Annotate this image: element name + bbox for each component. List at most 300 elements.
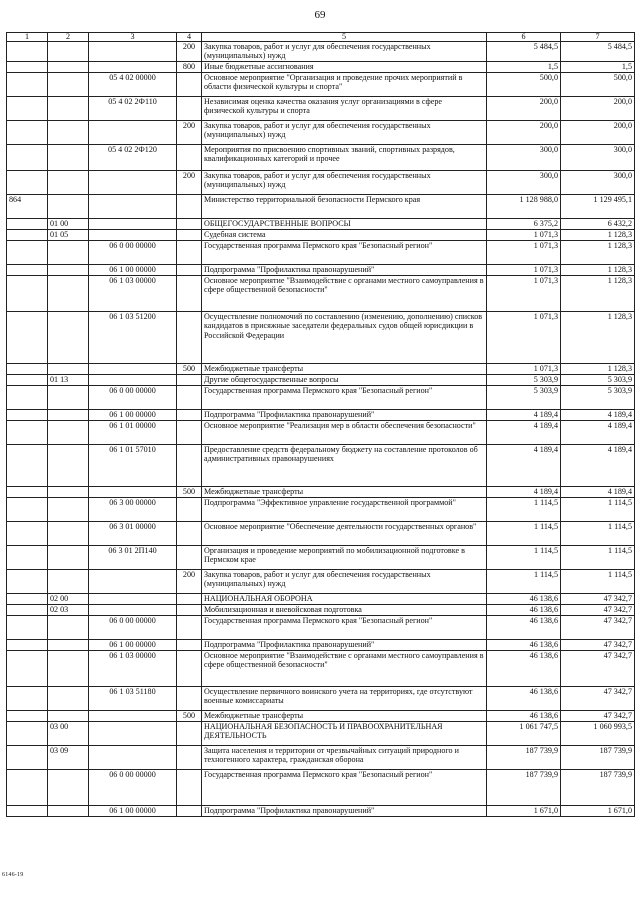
amount-year2-cell: 47 342,7 xyxy=(561,711,635,722)
table-row xyxy=(7,145,635,171)
amount-year2-cell: 47 342,7 xyxy=(561,605,635,616)
target-code-cell xyxy=(89,121,177,145)
description-cell: Закупка товаров, работ и услуг для обеспечения государственных (муниципальных) нужд xyxy=(202,171,487,195)
table-row xyxy=(7,121,635,145)
description-cell: Межбюджетные трансферты xyxy=(202,711,487,722)
expense-type-cell xyxy=(177,410,202,421)
amount-year1-cell: 200,0 xyxy=(487,121,561,145)
amount-year2-cell: 1 114,5 xyxy=(561,522,635,546)
admin-code-cell xyxy=(7,42,48,62)
section-code-cell xyxy=(48,498,89,522)
amount-year2-cell: 1 060 993,5 xyxy=(561,722,635,746)
target-code-cell: 06 1 03 00000 xyxy=(89,651,177,687)
description-cell: Независимая оценка качества оказания услуг организациями в сфере физической культуры и спорта xyxy=(202,97,487,121)
description-cell: Межбюджетные трансферты xyxy=(202,364,487,375)
description-cell: Мероприятия по присвоению спортивных званий, спортивных разрядов, квалификационных категорий и прочее xyxy=(202,145,487,171)
admin-code-cell xyxy=(7,522,48,546)
expense-type-cell xyxy=(177,498,202,522)
expense-type-cell xyxy=(177,605,202,616)
header-cell: 6 xyxy=(487,33,561,42)
table-row xyxy=(7,594,635,605)
section-code-cell xyxy=(48,711,89,722)
section-code-cell xyxy=(48,265,89,276)
amount-year2-cell: 5 303,9 xyxy=(561,375,635,386)
description-cell: Государственная программа Пермского края "Безопасный регион" xyxy=(202,770,487,806)
expense-type-cell xyxy=(177,97,202,121)
amount-year2-cell: 4 189,4 xyxy=(561,445,635,487)
amount-year2-cell: 6 432,2 xyxy=(561,219,635,230)
admin-code-cell: 864 xyxy=(7,195,48,219)
amount-year1-cell: 1 071,3 xyxy=(487,276,561,312)
section-code-cell: 03 00 xyxy=(48,722,89,746)
description-cell: Основное мероприятие "Взаимодействие с органами местного самоуправления в сфере общественной безопасности" xyxy=(202,651,487,687)
footer-code: 6146-19 xyxy=(2,872,24,878)
admin-code-cell xyxy=(7,145,48,171)
expense-type-cell xyxy=(177,386,202,410)
expense-type-cell xyxy=(177,546,202,570)
amount-year1-cell: 1 071,3 xyxy=(487,364,561,375)
admin-code-cell xyxy=(7,171,48,195)
admin-code-cell xyxy=(7,570,48,594)
table-row xyxy=(7,230,635,241)
target-code-cell: 06 1 01 00000 xyxy=(89,421,177,445)
target-code-cell xyxy=(89,570,177,594)
target-code-cell xyxy=(89,711,177,722)
header-cell: 5 xyxy=(202,33,487,42)
section-code-cell: 03 09 xyxy=(48,746,89,770)
description-cell: Основное мероприятие "Взаимодействие с органами местного самоуправления в сфере общественной безопасности" xyxy=(202,276,487,312)
admin-code-cell xyxy=(7,770,48,806)
description-cell: Подпрограмма "Профилактика правонарушений" xyxy=(202,265,487,276)
section-code-cell xyxy=(48,121,89,145)
target-code-cell: 06 0 00 00000 xyxy=(89,386,177,410)
amount-year1-cell: 46 138,6 xyxy=(487,640,561,651)
table-row xyxy=(7,276,635,312)
description-cell: Предоставление средств федеральному бюджету на составление протоколов об административных правонарушениях xyxy=(202,445,487,487)
target-code-cell xyxy=(89,62,177,73)
description-cell: Судебная система xyxy=(202,230,487,241)
description-cell: Мобилизационная и вневойсковая подготовка xyxy=(202,605,487,616)
admin-code-cell xyxy=(7,722,48,746)
target-code-cell: 06 1 03 51180 xyxy=(89,687,177,711)
section-code-cell xyxy=(48,421,89,445)
admin-code-cell xyxy=(7,445,48,487)
amount-year2-cell: 4 189,4 xyxy=(561,487,635,498)
target-code-cell: 06 0 00 00000 xyxy=(89,770,177,806)
admin-code-cell xyxy=(7,386,48,410)
expense-type-cell: 800 xyxy=(177,62,202,73)
admin-code-cell xyxy=(7,651,48,687)
table-row xyxy=(7,410,635,421)
amount-year2-cell: 47 342,7 xyxy=(561,616,635,640)
table-row xyxy=(7,522,635,546)
amount-year2-cell: 4 189,4 xyxy=(561,410,635,421)
table-row xyxy=(7,687,635,711)
target-code-cell: 06 1 00 00000 xyxy=(89,640,177,651)
expense-type-cell xyxy=(177,219,202,230)
amount-year1-cell: 187 739,9 xyxy=(487,746,561,770)
amount-year1-cell: 5 484,5 xyxy=(487,42,561,62)
expense-type-cell xyxy=(177,265,202,276)
amount-year2-cell: 1 114,5 xyxy=(561,570,635,594)
admin-code-cell xyxy=(7,421,48,445)
table-body xyxy=(7,42,635,817)
expense-type-cell xyxy=(177,73,202,97)
amount-year1-cell: 4 189,4 xyxy=(487,445,561,487)
page-number: 69 xyxy=(314,9,326,21)
description-cell: Основное мероприятие "Реализация мер в области обеспечения безопасности" xyxy=(202,421,487,445)
section-code-cell xyxy=(48,445,89,487)
section-code-cell: 01 00 xyxy=(48,219,89,230)
admin-code-cell xyxy=(7,312,48,364)
amount-year2-cell: 187 739,9 xyxy=(561,746,635,770)
table-row xyxy=(7,312,635,364)
target-code-cell: 06 0 00 00000 xyxy=(89,241,177,265)
amount-year1-cell: 4 189,4 xyxy=(487,487,561,498)
description-cell: Основное мероприятие "Организация и проведение прочих мероприятий в области физической культуры и спорта" xyxy=(202,73,487,97)
expense-type-cell: 200 xyxy=(177,570,202,594)
section-code-cell xyxy=(48,806,89,817)
expense-type-cell: 200 xyxy=(177,121,202,145)
description-cell: ОБЩЕГОСУДАРСТВЕННЫЕ ВОПРОСЫ xyxy=(202,219,487,230)
target-code-cell xyxy=(89,364,177,375)
table-row xyxy=(7,445,635,487)
expense-type-cell xyxy=(177,640,202,651)
expense-type-cell xyxy=(177,421,202,445)
section-code-cell: 01 05 xyxy=(48,230,89,241)
amount-year2-cell: 300,0 xyxy=(561,145,635,171)
expense-type-cell xyxy=(177,651,202,687)
amount-year2-cell: 5 303,9 xyxy=(561,386,635,410)
section-code-cell: 01 13 xyxy=(48,375,89,386)
expense-type-cell xyxy=(177,195,202,219)
amount-year1-cell: 4 189,4 xyxy=(487,410,561,421)
table-row xyxy=(7,97,635,121)
section-code-cell xyxy=(48,640,89,651)
amount-year1-cell: 46 138,6 xyxy=(487,605,561,616)
section-code-cell xyxy=(48,487,89,498)
expense-type-cell: 500 xyxy=(177,364,202,375)
description-cell: Иные бюджетные ассигнования xyxy=(202,62,487,73)
section-code-cell xyxy=(48,73,89,97)
table-row xyxy=(7,62,635,73)
amount-year1-cell: 46 138,6 xyxy=(487,616,561,640)
table-row xyxy=(7,171,635,195)
target-code-cell xyxy=(89,746,177,770)
amount-year1-cell: 200,0 xyxy=(487,97,561,121)
description-cell: Министерство территориальной безопасности Пермского края xyxy=(202,195,487,219)
table-row xyxy=(7,605,635,616)
section-code-cell xyxy=(48,386,89,410)
expense-type-cell xyxy=(177,594,202,605)
expense-type-cell xyxy=(177,687,202,711)
admin-code-cell xyxy=(7,546,48,570)
target-code-cell xyxy=(89,375,177,386)
expense-type-cell xyxy=(177,722,202,746)
amount-year1-cell: 46 138,6 xyxy=(487,687,561,711)
target-code-cell: 05 4 02 2Ф120 xyxy=(89,145,177,171)
amount-year1-cell: 1 671,0 xyxy=(487,806,561,817)
expense-type-cell xyxy=(177,770,202,806)
section-code-cell xyxy=(48,42,89,62)
amount-year1-cell: 46 138,6 xyxy=(487,594,561,605)
admin-code-cell xyxy=(7,241,48,265)
expense-type-cell xyxy=(177,616,202,640)
description-cell: Другие общегосударственные вопросы xyxy=(202,375,487,386)
description-cell: Защита населения и территории от чрезвычайных ситуаций природного и техногенного характера, гражданская оборона xyxy=(202,746,487,770)
amount-year1-cell: 1 114,5 xyxy=(487,522,561,546)
amount-year1-cell: 1 114,5 xyxy=(487,546,561,570)
table-row xyxy=(7,746,635,770)
description-cell: Закупка товаров, работ и услуг для обеспечения государственных (муниципальных) нужд xyxy=(202,42,487,62)
target-code-cell: 06 3 01 00000 xyxy=(89,522,177,546)
section-code-cell xyxy=(48,276,89,312)
admin-code-cell xyxy=(7,616,48,640)
target-code-cell: 06 1 03 00000 xyxy=(89,276,177,312)
section-code-cell: 02 03 xyxy=(48,605,89,616)
amount-year2-cell: 187 739,9 xyxy=(561,770,635,806)
amount-year2-cell: 1 128,3 xyxy=(561,364,635,375)
amount-year2-cell: 1 128,3 xyxy=(561,230,635,241)
amount-year1-cell: 300,0 xyxy=(487,145,561,171)
target-code-cell xyxy=(89,171,177,195)
header-cell: 7 xyxy=(561,33,635,42)
admin-code-cell xyxy=(7,410,48,421)
expense-type-cell: 500 xyxy=(177,487,202,498)
table-row xyxy=(7,219,635,230)
description-cell: Закупка товаров, работ и услуг для обеспечения государственных (муниципальных) нужд xyxy=(202,570,487,594)
table-row xyxy=(7,241,635,265)
target-code-cell: 06 1 00 00000 xyxy=(89,265,177,276)
amount-year2-cell: 1 114,5 xyxy=(561,498,635,522)
amount-year1-cell: 1 114,5 xyxy=(487,570,561,594)
target-code-cell xyxy=(89,594,177,605)
expense-type-cell xyxy=(177,145,202,171)
section-code-cell xyxy=(48,241,89,265)
section-code-cell xyxy=(48,570,89,594)
amount-year2-cell: 47 342,7 xyxy=(561,594,635,605)
amount-year1-cell: 500,0 xyxy=(487,73,561,97)
target-code-cell: 06 3 01 2П140 xyxy=(89,546,177,570)
description-cell: НАЦИОНАЛЬНАЯ ОБОРОНА xyxy=(202,594,487,605)
section-code-cell xyxy=(48,312,89,364)
section-code-cell xyxy=(48,616,89,640)
admin-code-cell xyxy=(7,62,48,73)
target-code-cell xyxy=(89,722,177,746)
amount-year1-cell: 46 138,6 xyxy=(487,711,561,722)
table-row xyxy=(7,722,635,746)
table-row xyxy=(7,421,635,445)
admin-code-cell xyxy=(7,121,48,145)
expense-type-cell xyxy=(177,312,202,364)
expense-type-cell xyxy=(177,276,202,312)
amount-year1-cell: 187 739,9 xyxy=(487,770,561,806)
expense-type-cell xyxy=(177,522,202,546)
table-row xyxy=(7,570,635,594)
expense-type-cell xyxy=(177,746,202,770)
description-cell: Государственная программа Пермского края "Безопасный регион" xyxy=(202,241,487,265)
description-cell: Подпрограмма "Профилактика правонарушений" xyxy=(202,640,487,651)
description-cell: Организация и проведение мероприятий по мобилизационной подготовке в Пермском крае xyxy=(202,546,487,570)
amount-year1-cell: 1,5 xyxy=(487,62,561,73)
amount-year1-cell: 300,0 xyxy=(487,171,561,195)
expense-type-cell xyxy=(177,806,202,817)
amount-year1-cell: 1 071,3 xyxy=(487,265,561,276)
description-cell: Подпрограмма "Профилактика правонарушений" xyxy=(202,806,487,817)
amount-year1-cell: 1 071,3 xyxy=(487,230,561,241)
admin-code-cell xyxy=(7,276,48,312)
amount-year1-cell: 6 375,2 xyxy=(487,219,561,230)
admin-code-cell xyxy=(7,605,48,616)
expense-type-cell: 500 xyxy=(177,711,202,722)
table-row xyxy=(7,375,635,386)
description-cell: Закупка товаров, работ и услуг для обеспечения государственных (муниципальных) нужд xyxy=(202,121,487,145)
table-row xyxy=(7,640,635,651)
header-cell: 1 xyxy=(7,33,48,42)
section-code-cell xyxy=(48,651,89,687)
expense-type-cell xyxy=(177,241,202,265)
target-code-cell: 06 3 00 00000 xyxy=(89,498,177,522)
table-row xyxy=(7,364,635,375)
table-row xyxy=(7,546,635,570)
section-code-cell xyxy=(48,145,89,171)
expense-type-cell xyxy=(177,230,202,241)
amount-year2-cell: 4 189,4 xyxy=(561,421,635,445)
admin-code-cell xyxy=(7,806,48,817)
amount-year2-cell: 1 671,0 xyxy=(561,806,635,817)
admin-code-cell xyxy=(7,97,48,121)
amount-year2-cell: 1 128,3 xyxy=(561,265,635,276)
target-code-cell: 06 1 01 57010 xyxy=(89,445,177,487)
section-code-cell xyxy=(48,171,89,195)
amount-year2-cell: 47 342,7 xyxy=(561,640,635,651)
amount-year1-cell: 5 303,9 xyxy=(487,386,561,410)
amount-year2-cell: 5 484,5 xyxy=(561,42,635,62)
header-row xyxy=(7,33,635,42)
admin-code-cell xyxy=(7,265,48,276)
expense-type-cell xyxy=(177,445,202,487)
table-row xyxy=(7,498,635,522)
description-cell: Подпрограмма "Эффективное управление государственной программой" xyxy=(202,498,487,522)
budget-table xyxy=(6,32,635,817)
table-row xyxy=(7,195,635,219)
amount-year1-cell: 1 061 747,5 xyxy=(487,722,561,746)
amount-year1-cell: 46 138,6 xyxy=(487,651,561,687)
expense-type-cell: 200 xyxy=(177,171,202,195)
section-code-cell xyxy=(48,62,89,73)
admin-code-cell xyxy=(7,364,48,375)
amount-year2-cell: 200,0 xyxy=(561,121,635,145)
description-cell: Государственная программа Пермского края "Безопасный регион" xyxy=(202,386,487,410)
target-code-cell xyxy=(89,42,177,62)
amount-year1-cell: 1 071,3 xyxy=(487,241,561,265)
amount-year1-cell: 1 071,3 xyxy=(487,312,561,364)
target-code-cell xyxy=(89,487,177,498)
admin-code-cell xyxy=(7,375,48,386)
amount-year2-cell: 1 128,3 xyxy=(561,241,635,265)
description-cell: Осуществление полномочий по составлению (изменению, дополнению) списков кандидатов в присяжные заседатели федеральных судов общей юрисдикции в Российской Федерации xyxy=(202,312,487,364)
admin-code-cell xyxy=(7,230,48,241)
amount-year2-cell: 1 129 495,1 xyxy=(561,195,635,219)
admin-code-cell xyxy=(7,219,48,230)
section-code-cell xyxy=(48,364,89,375)
admin-code-cell xyxy=(7,746,48,770)
section-code-cell xyxy=(48,687,89,711)
amount-year2-cell: 1,5 xyxy=(561,62,635,73)
amount-year2-cell: 1 128,3 xyxy=(561,312,635,364)
target-code-cell xyxy=(89,605,177,616)
description-cell: Основное мероприятие "Обеспечение деятельности государственных органов" xyxy=(202,522,487,546)
target-code-cell: 05 4 02 00000 xyxy=(89,73,177,97)
table-row xyxy=(7,42,635,62)
target-code-cell xyxy=(89,195,177,219)
target-code-cell: 06 0 00 00000 xyxy=(89,616,177,640)
admin-code-cell xyxy=(7,73,48,97)
admin-code-cell xyxy=(7,594,48,605)
amount-year2-cell: 1 128,3 xyxy=(561,276,635,312)
header-cell: 3 xyxy=(89,33,177,42)
section-code-cell xyxy=(48,195,89,219)
section-code-cell xyxy=(48,770,89,806)
admin-code-cell xyxy=(7,487,48,498)
section-code-cell xyxy=(48,410,89,421)
admin-code-cell xyxy=(7,640,48,651)
section-code-cell xyxy=(48,522,89,546)
amount-year2-cell: 200,0 xyxy=(561,97,635,121)
expense-type-cell: 200 xyxy=(177,42,202,62)
amount-year2-cell: 1 114,5 xyxy=(561,546,635,570)
target-code-cell xyxy=(89,230,177,241)
section-code-cell xyxy=(48,546,89,570)
target-code-cell: 05 4 02 2Ф110 xyxy=(89,97,177,121)
amount-year2-cell: 47 342,7 xyxy=(561,651,635,687)
table-row xyxy=(7,386,635,410)
amount-year2-cell: 300,0 xyxy=(561,171,635,195)
section-code-cell xyxy=(48,97,89,121)
description-cell: НАЦИОНАЛЬНАЯ БЕЗОПАСНОСТЬ И ПРАВООХРАНИТЕЛЬНАЯ ДЕЯТЕЛЬНОСТЬ xyxy=(202,722,487,746)
description-cell: Подпрограмма "Профилактика правонарушений" xyxy=(202,410,487,421)
target-code-cell: 06 1 00 00000 xyxy=(89,806,177,817)
amount-year1-cell: 4 189,4 xyxy=(487,421,561,445)
amount-year1-cell: 5 303,9 xyxy=(487,375,561,386)
table-row xyxy=(7,651,635,687)
header-cell: 2 xyxy=(48,33,89,42)
amount-year2-cell: 500,0 xyxy=(561,73,635,97)
target-code-cell xyxy=(89,219,177,230)
description-cell: Осуществление первичного воинского учета на территориях, где отсутствуют военные комиссариаты xyxy=(202,687,487,711)
table-row xyxy=(7,616,635,640)
expense-type-cell xyxy=(177,375,202,386)
table-row xyxy=(7,806,635,817)
admin-code-cell xyxy=(7,687,48,711)
amount-year1-cell: 1 114,5 xyxy=(487,498,561,522)
description-cell: Межбюджетные трансферты xyxy=(202,487,487,498)
admin-code-cell xyxy=(7,711,48,722)
table-row xyxy=(7,73,635,97)
table-row xyxy=(7,711,635,722)
header-cell: 4 xyxy=(177,33,202,42)
target-code-cell: 06 1 03 51200 xyxy=(89,312,177,364)
amount-year1-cell: 1 128 988,0 xyxy=(487,195,561,219)
admin-code-cell xyxy=(7,498,48,522)
table-row xyxy=(7,265,635,276)
table-row xyxy=(7,487,635,498)
target-code-cell: 06 1 00 00000 xyxy=(89,410,177,421)
description-cell: Государственная программа Пермского края "Безопасный регион" xyxy=(202,616,487,640)
section-code-cell: 02 00 xyxy=(48,594,89,605)
table-row xyxy=(7,770,635,806)
amount-year2-cell: 47 342,7 xyxy=(561,687,635,711)
